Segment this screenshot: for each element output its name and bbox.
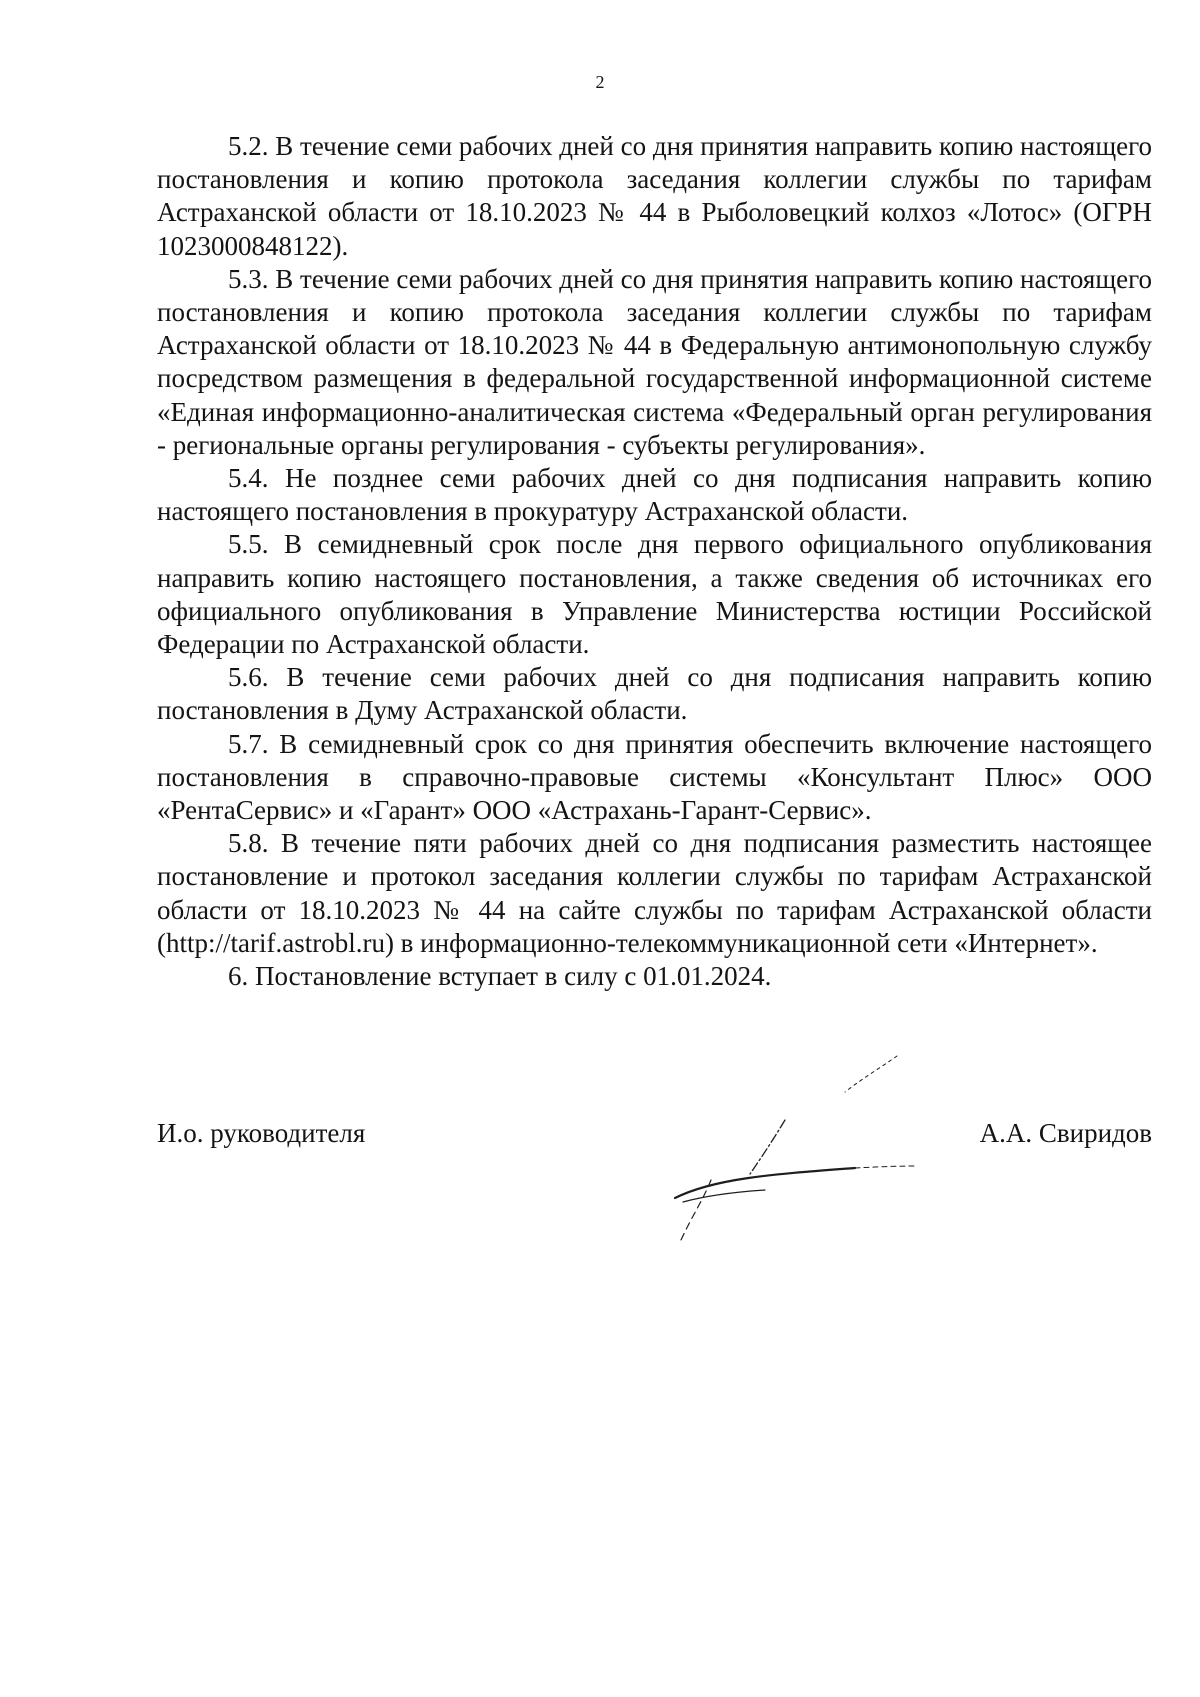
paragraph-5-6: 5.6. В течение семи рабочих дней со дня подписания направить копию постановления в Думу Астраханской области. [157, 662, 1152, 726]
paragraph-5-4: 5.4. Не позднее семи рабочих дней со дня подписания направить копию настоящего постановления в прокуратуру Астраханской области. [157, 463, 1152, 527]
paragraph-5-7: 5.7. В семидневный срок со дня принятия обеспечить включение настоящего постановления в справочно-правовые системы «Консультант Плюс» ООО «РентаСервис» и «Гарант» ООО «Астрахань-Гарант-Сервис». [157, 728, 1152, 826]
signer-position: И.о. руководителя [157, 1118, 366, 1148]
paragraph-5-2: 5.2. В течение семи рабочих дней со дня принятия направить копию настоящего постановления и копию протокола заседания коллегии службы по тарифам Астраханской области от 18.10.2023 № 44 в Рыболовецкий колхоз «Лотос» (ОГРН 1023000848122). [157, 131, 1152, 261]
paragraph-5-5: 5.5. В семидневный срок после дня первого официального опубликования направить копию настоящего постановления, а также сведения об источниках его официального опубликования в Управление Министерства юстиции Российской Федерации по Астраханской области. [157, 529, 1152, 660]
handwritten-signature [655, 1050, 945, 1250]
document-body [157, 130, 1152, 993]
paragraph-5-8: 5.8. В течение пяти рабочих дней со дня подписания разместить настоящее постановление и протокол заседания коллегии службы по тарифам Астраханской области от 18.10.2023 № 44 на сайте службы по тарифам Астраханской области (http://tarif.astrobl.ru) в информационно-телекоммуникационной сети «Интернет». [157, 828, 1152, 958]
paragraph-5-3: 5.3. В течение семи рабочих дней со дня принятия направить копию настоящего постановления и копию протокола заседания коллегии службы по тарифам Астраханской области от 18.10.2023 № 44 в Федеральную антимонопольную службу посредством размещения в федеральной государственной информационной системе «Единая информационно-аналитическая система «Федеральный орган регулирования - региональные органы регулирования - субъекты регулирования». [157, 263, 1152, 460]
signer-name: А.А. Свиридов [979, 1118, 1152, 1148]
paragraph-6: 6. Постановление вступает в силу с 01.01.2024. [228, 961, 772, 992]
page-number: 2 [595, 72, 605, 92]
